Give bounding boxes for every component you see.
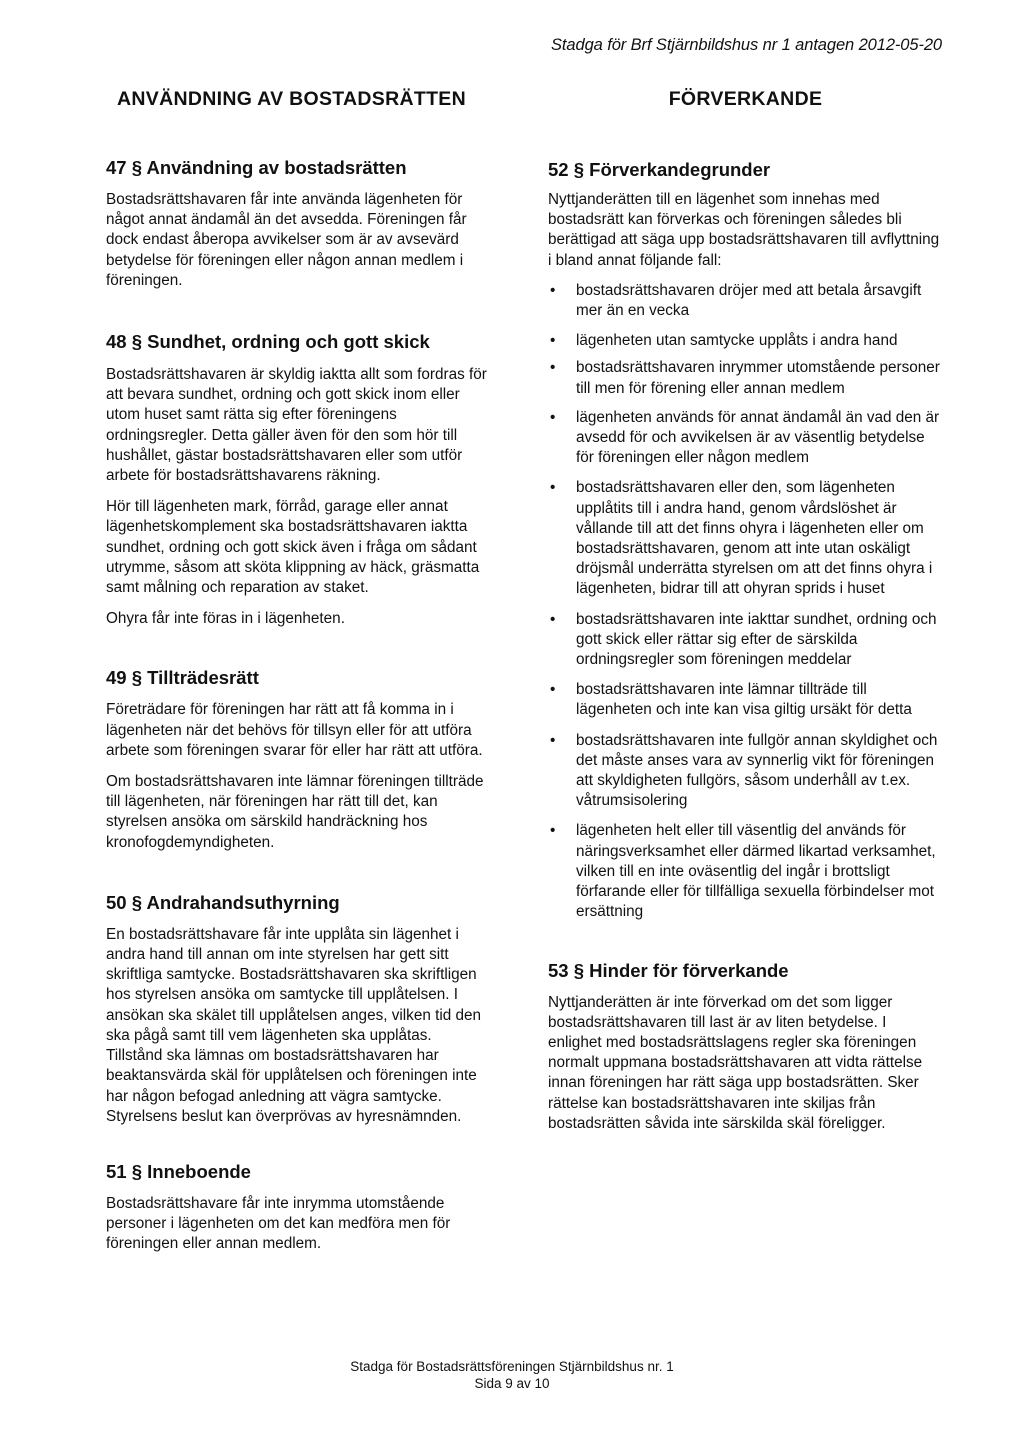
section-paragraph: Ohyra får inte föras in i lägenheten.	[106, 610, 345, 628]
section-title: 48 § Sundhet, ordning och gott skick	[106, 331, 430, 353]
section-paragraph: Nyttjanderätten till en lägenhet som innehas med bostadsrätt kan förverkas och föreningen således bli berättigad att säga upp bostadsrättshavaren till avflyttning i bland annat följande fall:	[548, 191, 940, 269]
section-title: 53 § Hinder för förverkande	[548, 959, 789, 981]
chapter-heading-usage: ANVÄNDNING AV BOSTADSRÄTTEN	[117, 88, 466, 110]
section-48	[106, 330, 491, 629]
section-47	[106, 156, 491, 291]
page-footer	[0, 1358, 1024, 1392]
list-item: • bostadsrättshavaren inte lämnar tillträde till lägenheten och inte kan visa giltig ursäkt för detta	[548, 680, 943, 720]
list-item: • lägenheten används för annat ändamål än vad den är avsedd för och avvikelsen är av väsentlig betydelse för föreningen eller någon medlem	[548, 408, 943, 469]
right-column	[548, 88, 943, 1134]
section-paragraph: Företrädare för föreningen har rätt att få komma in i lägenheten när det behövs för tillsyn eller för att utföra arbete som föreningen svarar för eller har rätt att utföra.	[106, 701, 483, 759]
section-51	[106, 1160, 491, 1255]
document-header-title: Stadga för Brf Stjärnbildshus nr 1 antagen 2012-05-20	[551, 36, 942, 54]
section-paragraph: Nyttjanderätten är inte förverkad om det som ligger bostadsrättshavaren till last är av liten betydelse. I enlighet med bostadsrättslagens regler ska föreningen normalt uppmana bostadsrättshavaren att vidta rättelse innan föreningen har rätt säga upp bostadsrätten. Sker rättelse kan bostadsrättshavaren inte skiljas från bostadsrätten såvida inte särskilda skäl föreligger.	[548, 993, 923, 1132]
left-column	[106, 88, 491, 1255]
section-paragraph: Bostadsrättshavaren får inte använda lägenheten för något annat ändamål än det avsedda. Föreningen får dock endast åberopa avvikelser som är av avsevärd betydelse för föreningen eller någon annan medlem i föreningen.	[106, 191, 467, 289]
list-item: • bostadsrättshavaren dröjer med att betala årsavgift mer än en vecka	[548, 281, 943, 321]
list-item: • lägenheten utan samtycke upplåts i andra hand	[548, 331, 943, 351]
section-49	[106, 666, 491, 852]
section-title: 52 § Förverkandegrunder	[548, 159, 771, 180]
section-paragraph: Bostadsrättshavare får inte inrymma utomstående personer i lägenheten om det kan medföra men för föreningen eller annan medlem.	[106, 1194, 451, 1253]
section-paragraph: Bostadsrättshavaren är skyldig iaktta allt som fordras för att bevara sundhet, ordning och gott skick inom eller utom huset samt rätta sig efter föreningens ordningsregler. Detta gäller även för den som hör till hushållet, gästar bostadsrättshavaren eller som utför arbete för bostadsrättshavarens räkning.	[106, 366, 487, 485]
page-number: Sida 9 av 10	[474, 1376, 550, 1391]
chapter-heading-forfeiture: FÖRVERKANDE	[668, 88, 823, 110]
section-paragraph: Om bostadsrättshavaren inte lämnar föreningen tillträde till lägenheten, när föreningen har rätt till det, kan styrelsen ansöka om särskild handräckning hos kronofogdemyndigheten.	[106, 773, 484, 851]
section-title: 49 § Tillträdesrätt	[106, 667, 259, 689]
list-item: • bostadsrättshavaren inte iakttar sundhet, ordning och gott skick eller rättar sig efter de särskilda ordningsregler som föreningen meddelar	[548, 610, 943, 671]
section-53	[548, 959, 943, 1134]
list-item: • bostadsrättshavaren inrymmer utomstående personer till men för förening eller annan medlem	[548, 358, 943, 398]
section-title: 47 § Användning av bostadsrätten	[106, 157, 407, 178]
section-title: 51 § Inneboende	[106, 1160, 251, 1182]
section-50	[106, 891, 491, 1127]
forfeiture-grounds-list	[548, 281, 943, 923]
section-52	[548, 158, 943, 923]
footer-document-title: Stadga för Bostadsrättsföreningen Stjärnbildshus nr. 1	[350, 1359, 674, 1374]
list-item: • bostadsrättshavaren eller den, som lägenheten upplåtits till i andra hand, genom vårdslöshet är vållande till att det finns ohyra i lägenheten eller om bostadsrättshavaren, genom att inte utan oskäligt dröjsmål underrätta styrelsen om att det finns ohyra i lägenheten, bidrar till att ohyran sprids i huset	[548, 478, 943, 599]
section-title: 50 § Andrahandsuthyrning	[106, 891, 340, 913]
list-item: • lägenheten helt eller till väsentlig del används för näringsverksamhet eller därmed likartad verksamhet, vilken till en inte oväsentlig del ingår i brottsligt förfarande eller för tillfälliga sexuella förbindelser mot ersättning	[548, 821, 943, 922]
list-item: • bostadsrättshavaren inte fullgör annan skyldighet och det måste anses vara av synnerlig vikt för föreningen att skyldigheten fullgörs, såsom underhåll av t.ex. våtrumsisolering	[548, 731, 943, 812]
section-paragraph: En bostadsrättshavare får inte upplåta sin lägenhet i andra hand till annan om inte styrelsen har gett sitt skriftliga samtycke. Bostadsrättshavaren ska skriftligen hos styrelsen ansöka om samtycke till upplåtelsen. I ansökan ska skälet till upplåtelsen anges, vilken tid den ska pågå samt till vem lägenheten ska upplåtas. Tillstånd ska lämnas om bostadsrättshavaren har beaktansvärda skäl för upplåtelsen och föreningen inte har någon befogad anledning att vägra samtycke. Styrelsens beslut kan överprövas av hyresnämnden.	[106, 925, 482, 1125]
section-paragraph: Hör till lägenheten mark, förråd, garage eller annat lägenhetskomplement ska bostadsrättshavaren iaktta sundhet, ordning och gott skick även i fråga om sådant utrymme, såsom att sköta klippning av häck, gräsmatta samt målning och reparation av staket.	[106, 498, 480, 597]
